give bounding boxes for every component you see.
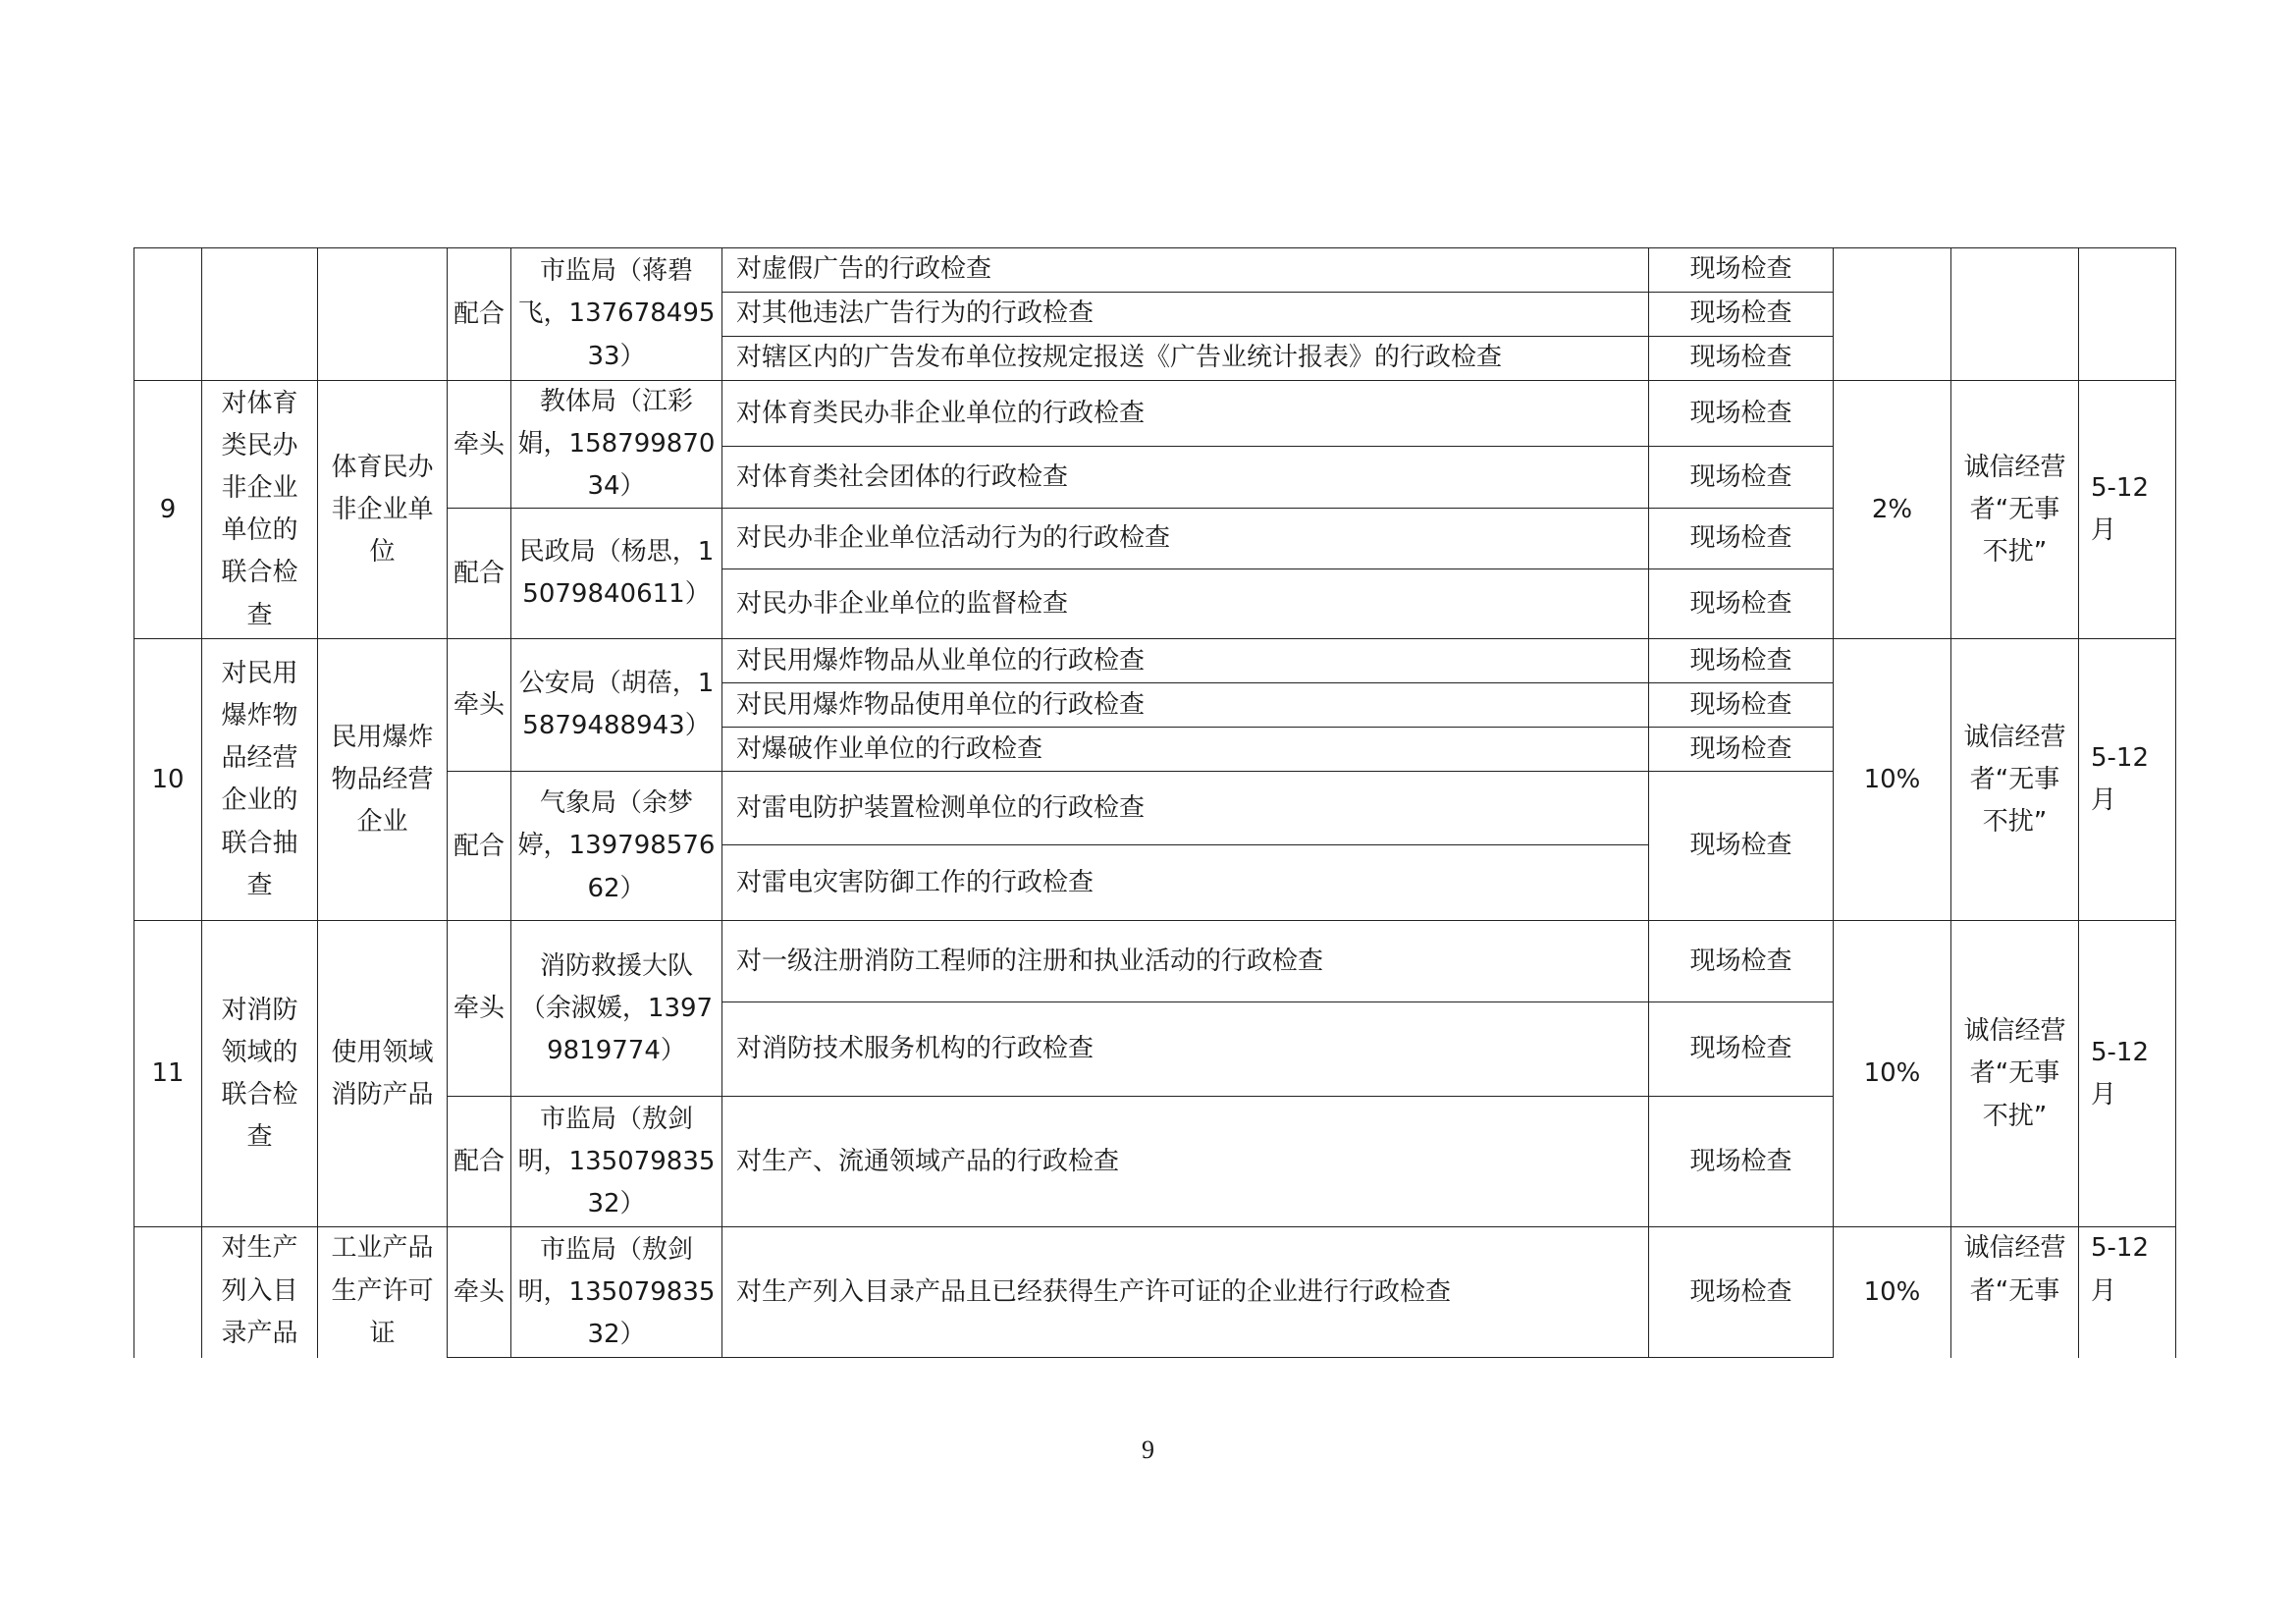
page-number: 9 <box>1142 1435 1154 1464</box>
method-cell: 现场检查 <box>1649 1227 1834 1358</box>
method-cell: 现场检查 <box>1649 772 1834 921</box>
role-cell: 配合 <box>448 248 511 381</box>
method-cell: 现场检查 <box>1649 337 1834 381</box>
inspection-table <box>133 247 2176 1358</box>
table-row <box>134 248 2176 293</box>
name-cell: 对消防领域的联合检查 <box>202 921 318 1227</box>
ratio-cell: 2% <box>1834 381 1951 639</box>
method-cell: 现场检查 <box>1649 381 1834 447</box>
table-row <box>134 381 2176 447</box>
time-cell: 5-12月 <box>2079 1227 2176 1358</box>
item-cell: 对民办非企业单位活动行为的行政检查 <box>722 509 1649 569</box>
item-cell: 对消防技术服务机构的行政检查 <box>722 1002 1649 1097</box>
name-cell: 对体育类民办非企业单位的联合检查 <box>202 381 318 639</box>
item-cell: 对雷电防护装置检测单位的行政检查 <box>722 772 1649 845</box>
object-cell: 民用爆炸物品经营企业 <box>318 639 448 921</box>
no-cell <box>134 248 202 381</box>
time-cell <box>2079 248 2176 381</box>
note-cell <box>1951 248 2079 381</box>
item-cell: 对体育类民办非企业单位的行政检查 <box>722 381 1649 447</box>
role-cell: 牵头 <box>448 1227 511 1358</box>
item-cell: 对民用爆炸物品使用单位的行政检查 <box>722 683 1649 728</box>
table-row <box>134 639 2176 683</box>
note-cell: 诚信经营者“无事不扰” <box>1951 921 2079 1227</box>
item-cell: 对生产、流通领域产品的行政检查 <box>722 1097 1649 1227</box>
time-cell: 5-12月 <box>2079 921 2176 1227</box>
dept-cell: 消防救援大队（余淑媛，13979819774） <box>511 921 722 1097</box>
object-cell <box>318 248 448 381</box>
role-cell: 牵头 <box>448 921 511 1097</box>
object-cell: 体育民办非企业单位 <box>318 381 448 639</box>
time-cell: 5-12月 <box>2079 639 2176 921</box>
role-cell: 配合 <box>448 509 511 639</box>
item-cell: 对一级注册消防工程师的注册和执业活动的行政检查 <box>722 921 1649 1002</box>
dept-cell: 民政局（杨思，15079840611） <box>511 509 722 639</box>
object-cell: 使用领域消防产品 <box>318 921 448 1227</box>
item-cell: 对民用爆炸物品从业单位的行政检查 <box>722 639 1649 683</box>
name-cell <box>202 1227 318 1358</box>
ratio-cell <box>1834 248 1951 381</box>
note-cell: 诚信经营者“无事不扰” <box>1951 639 2079 921</box>
no-cell: 10 <box>134 639 202 921</box>
item-cell: 对民办非企业单位的监督检查 <box>722 569 1649 639</box>
item-cell: 对辖区内的广告发布单位按规定报送《广告业统计报表》的行政检查 <box>722 337 1649 381</box>
method-cell: 现场检查 <box>1649 1097 1834 1227</box>
item-cell: 对爆破作业单位的行政检查 <box>722 728 1649 772</box>
name-cell: 对民用爆炸物品经营企业的联合抽查 <box>202 639 318 921</box>
item-cell: 对其他违法广告行为的行政检查 <box>722 293 1649 337</box>
name-text: 对生产列入目录产品 <box>221 1233 298 1348</box>
item-cell: 对生产列入目录产品且已经获得生产许可证的企业进行行政检查 <box>722 1227 1649 1358</box>
object-cell <box>318 1227 448 1358</box>
no-cell <box>134 1227 202 1358</box>
method-cell: 现场检查 <box>1649 728 1834 772</box>
method-cell: 现场检查 <box>1649 447 1834 509</box>
role-cell: 牵头 <box>448 381 511 509</box>
method-cell: 现场检查 <box>1649 683 1834 728</box>
note-text: 诚信经营者“无事 <box>1963 1233 2066 1306</box>
ratio-cell: 10% <box>1834 639 1951 921</box>
method-cell: 现场检查 <box>1649 921 1834 1002</box>
method-cell: 现场检查 <box>1649 509 1834 569</box>
method-cell: 现场检查 <box>1649 569 1834 639</box>
ratio-cell: 10% <box>1834 1227 1951 1358</box>
note-cell: 诚信经营者“无事不扰” <box>1951 381 2079 639</box>
method-cell: 现场检查 <box>1649 293 1834 337</box>
role-cell: 配合 <box>448 772 511 921</box>
dept-cell: 市监局（敖剑明，13507983532） <box>511 1097 722 1227</box>
dept-cell: 教体局（江彩娟，15879987034） <box>511 381 722 509</box>
dept-cell: 市监局（蒋碧飞，13767849533） <box>511 248 722 381</box>
no-cell: 9 <box>134 381 202 639</box>
method-cell: 现场检查 <box>1649 639 1834 683</box>
role-cell: 配合 <box>448 1097 511 1227</box>
item-cell: 对体育类社会团体的行政检查 <box>722 447 1649 509</box>
object-text: 工业产品生产许可证 <box>331 1233 434 1348</box>
method-cell: 现场检查 <box>1649 248 1834 293</box>
table-row <box>134 1227 2176 1358</box>
table-row <box>134 921 2176 1002</box>
role-cell: 牵头 <box>448 639 511 772</box>
item-cell: 对雷电灾害防御工作的行政检查 <box>722 845 1649 921</box>
time-cell: 5-12月 <box>2079 381 2176 639</box>
item-cell: 对虚假广告的行政检查 <box>722 248 1649 293</box>
ratio-cell: 10% <box>1834 921 1951 1227</box>
dept-cell: 公安局（胡蓓，15879488943） <box>511 639 722 772</box>
method-cell: 现场检查 <box>1649 1002 1834 1097</box>
dept-cell: 气象局（余梦婷，13979857662） <box>511 772 722 921</box>
name-cell <box>202 248 318 381</box>
dept-cell: 市监局（敖剑明，13507983532） <box>511 1227 722 1358</box>
no-cell: 11 <box>134 921 202 1227</box>
note-cell <box>1951 1227 2079 1358</box>
